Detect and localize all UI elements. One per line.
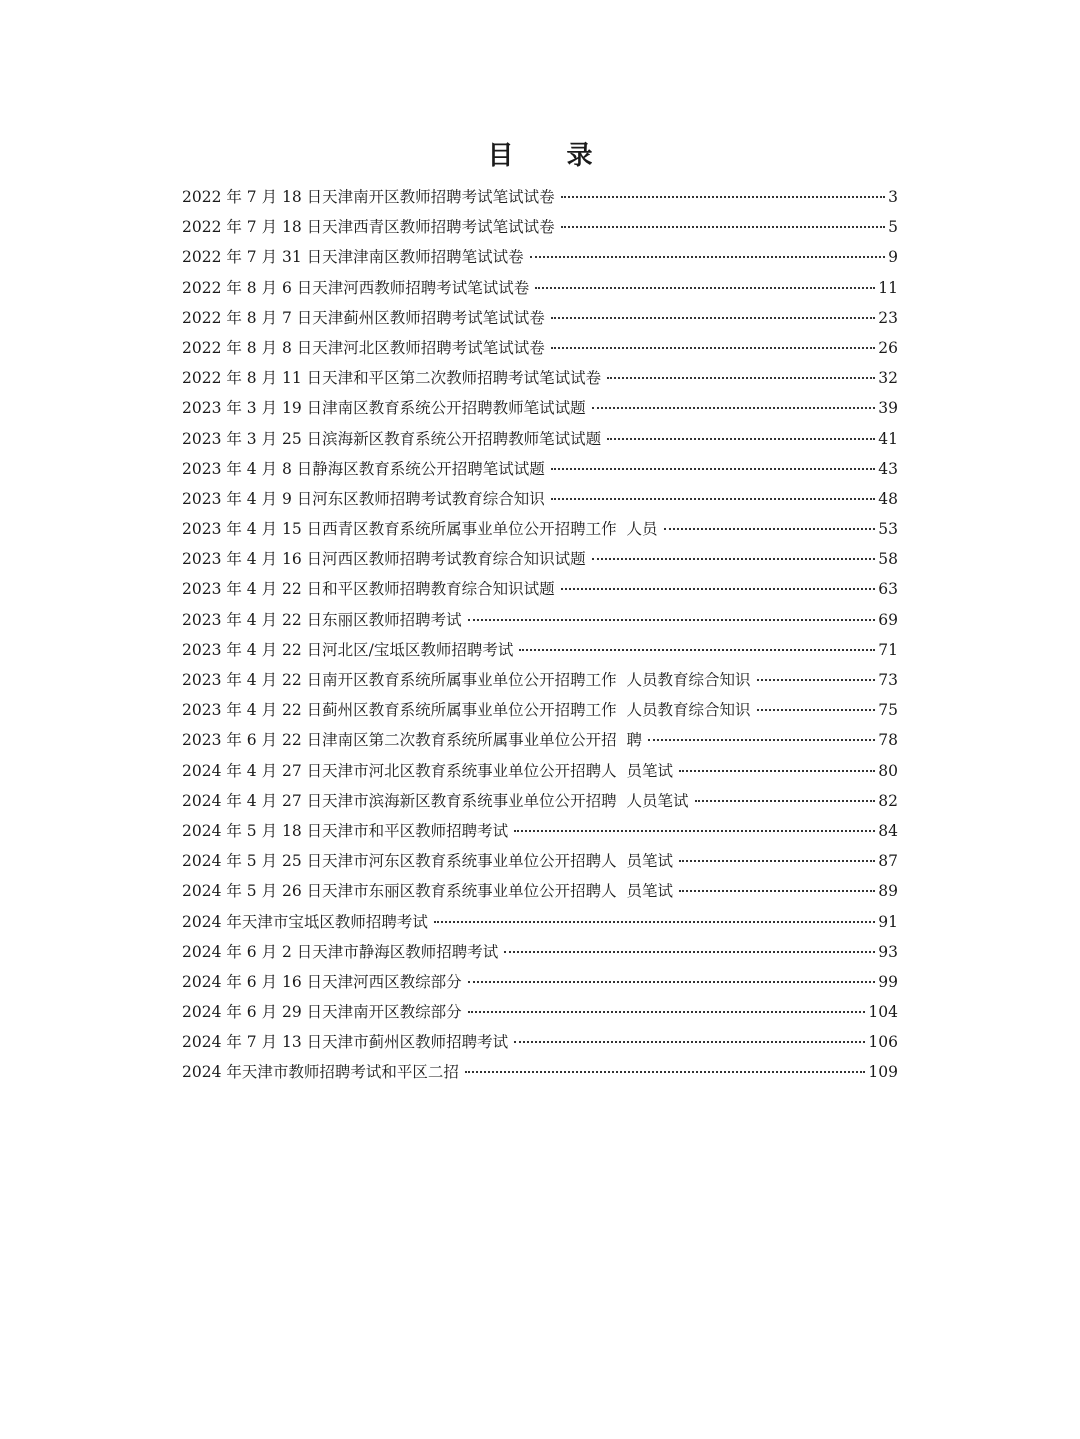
- toc-title: 目 录: [487, 141, 615, 171]
- toc-leader-dots: [551, 468, 875, 470]
- toc-leader-dots: [607, 438, 875, 440]
- toc-entry[interactable]: [182, 907, 898, 937]
- toc-leader-dots: [695, 800, 876, 802]
- toc-page-number: 5: [888, 218, 898, 237]
- toc-entry-text: 2023 年 4 月 16 日河西区教师招聘考试教育综合知识试题: [182, 550, 586, 569]
- toc-entry-text: 2022 年 8 月 8 日天津河北区教师招聘考试笔试试卷: [182, 338, 545, 357]
- toc-page-number: 89: [878, 882, 898, 901]
- toc-entry-text: 2023 年 4 月 22 日河北区/宝坻区教师招聘考试: [182, 640, 514, 659]
- toc-entry[interactable]: [182, 997, 898, 1027]
- toc-page-number: 91: [878, 912, 898, 931]
- toc-leader-dots: [561, 196, 885, 198]
- toc-leader-dots: [468, 981, 876, 983]
- toc-entry[interactable]: [182, 273, 898, 303]
- toc-entry[interactable]: [182, 786, 898, 816]
- toc-leader-dots: [434, 921, 875, 923]
- toc-leader-dots: [592, 407, 876, 409]
- toc-entry[interactable]: [182, 605, 898, 635]
- toc-entry-text: 2023 年 3 月 19 日津南区教育系统公开招聘教师笔试试题: [182, 399, 586, 418]
- toc-entry-text: 2022 年 7 月 31 日天津津南区教师招聘笔试试卷: [182, 248, 524, 267]
- toc-page-number: 43: [878, 459, 898, 478]
- toc-leader-dots: [592, 558, 876, 560]
- toc-leader-dots: [757, 679, 876, 681]
- toc-leader-dots: [648, 739, 875, 741]
- toc-leader-dots: [468, 1011, 866, 1013]
- toc-entry-text: 2022 年 8 月 6 日天津河西教师招聘考试笔试试卷: [182, 278, 530, 297]
- toc-entry-text: 2024 年 5 月 25 日天津市河东区教育系统事业单位公开招聘人 员笔试: [182, 852, 674, 871]
- toc-entry-text: 2024 年天津市教师招聘考试和平区二招: [182, 1063, 459, 1082]
- toc-entry[interactable]: [182, 182, 898, 212]
- toc-leader-dots: [519, 649, 875, 651]
- toc-entry[interactable]: [182, 725, 898, 755]
- toc-entry-text: 2024 年 6 月 29 日天津南开区教综部分: [182, 1003, 462, 1022]
- toc-leader-dots: [514, 830, 875, 832]
- toc-page-number: 104: [868, 1003, 898, 1022]
- toc-page-number: 99: [878, 972, 898, 991]
- toc-leader-dots: [530, 256, 885, 258]
- toc-entry[interactable]: [182, 816, 898, 846]
- toc-page-number: 41: [878, 429, 898, 448]
- toc-page-number: 106: [868, 1033, 898, 1052]
- toc-entry-text: 2023 年 4 月 9 日河东区教师招聘考试教育综合知识: [182, 489, 545, 508]
- toc-entry-text: 2022 年 8 月 11 日天津和平区第二次教师招聘考试笔试试卷: [182, 369, 602, 388]
- toc-entry[interactable]: [182, 937, 898, 967]
- toc-list: [182, 182, 898, 1088]
- toc-entry-text: 2023 年 4 月 22 日东丽区教师招聘考试: [182, 610, 462, 629]
- toc-entry-text: 2022 年 7 月 18 日天津南开区教师招聘考试笔试试卷: [182, 188, 555, 206]
- toc-entry-text: 2023 年 4 月 22 日蓟州区教育系统所属事业单位公开招聘工作 人员教育综合知识: [182, 701, 751, 720]
- toc-entry-text: 2022 年 8 月 7 日天津蓟州区教师招聘考试笔试试卷: [182, 308, 545, 327]
- toc-entry-text: 2024 年 6 月 16 日天津河西区教综部分: [182, 972, 462, 991]
- toc-page-number: 11: [878, 278, 898, 297]
- toc-page-number: 109: [868, 1063, 898, 1082]
- toc-entry-text: 2023 年 4 月 8 日静海区教育系统公开招聘笔试试题: [182, 459, 545, 478]
- toc-entry[interactable]: [182, 876, 898, 906]
- toc-leader-dots: [504, 951, 875, 953]
- toc-page-number: 69: [878, 610, 898, 629]
- toc-leader-dots: [465, 1071, 866, 1073]
- toc-entry-text: 2024 年 4 月 27 日天津市滨海新区教育系统事业单位公开招聘 人员笔试: [182, 791, 689, 810]
- toc-page-number: 26: [878, 338, 898, 357]
- toc-page-number: 3: [888, 188, 898, 206]
- toc-page-number: 82: [878, 791, 898, 810]
- toc-leader-dots: [757, 709, 876, 711]
- toc-entry[interactable]: [182, 303, 898, 333]
- toc-entry-text: 2024 年 5 月 26 日天津市东丽区教育系统事业单位公开招聘人 员笔试: [182, 882, 674, 901]
- toc-leader-dots: [468, 619, 876, 621]
- toc-entry[interactable]: [182, 424, 898, 454]
- toc-page-number: 58: [878, 550, 898, 569]
- toc-entry-text: 2023 年 4 月 22 日和平区教师招聘教育综合知识试题: [182, 580, 555, 599]
- toc-leader-dots: [514, 1041, 865, 1043]
- toc-page-number: 48: [878, 489, 898, 508]
- toc-leader-dots: [664, 528, 876, 530]
- toc-entry-text: 2023 年 4 月 22 日南开区教育系统所属事业单位公开招聘工作 人员教育综合知识: [182, 671, 751, 689]
- toc-entry-text: 2023 年 3 月 25 日滨海新区教育系统公开招聘教师笔试试题: [182, 429, 602, 448]
- toc-leader-dots: [679, 770, 875, 772]
- toc-page-number: 75: [878, 701, 898, 720]
- toc-leader-dots: [607, 377, 875, 379]
- toc-entry-text: 2022 年 7 月 18 日天津西青区教师招聘考试笔试试卷: [182, 218, 555, 237]
- toc-entry[interactable]: [182, 635, 898, 665]
- toc-entry-text: 2024 年 7 月 13 日天津市蓟州区教师招聘考试: [182, 1033, 509, 1052]
- toc-leader-dots: [679, 860, 875, 862]
- toc-page-number: 93: [878, 942, 898, 961]
- toc-page-number: 9: [888, 248, 898, 267]
- toc-leader-dots: [535, 287, 875, 289]
- toc-entry[interactable]: [182, 574, 898, 604]
- toc-page-number: 53: [878, 520, 898, 539]
- toc-entry[interactable]: [182, 665, 898, 695]
- toc-page-number: 87: [878, 852, 898, 871]
- toc-entry-text: 2023 年 6 月 22 日津南区第二次教育系统所属事业单位公开招 聘: [182, 731, 643, 750]
- toc-page-number: 78: [878, 731, 898, 750]
- toc-entry[interactable]: [182, 544, 898, 574]
- toc-page-number: 63: [878, 580, 898, 599]
- toc-leader-dots: [551, 498, 875, 500]
- toc-page-number: 23: [878, 308, 898, 327]
- toc-leader-dots: [561, 588, 876, 590]
- toc-page-number: 73: [878, 671, 898, 689]
- toc-entry-text: 2024 年 5 月 18 日天津市和平区教师招聘考试: [182, 821, 509, 840]
- toc-entry-text: 2024 年天津市宝坻区教师招聘考试: [182, 912, 428, 931]
- toc-page-number: 71: [878, 640, 898, 659]
- toc-entry[interactable]: [182, 756, 898, 786]
- toc-page-number: 39: [878, 399, 898, 418]
- toc-entry[interactable]: [182, 363, 898, 393]
- toc-leader-dots: [679, 890, 875, 892]
- toc-entry[interactable]: [182, 695, 898, 725]
- toc-page-number: 32: [878, 369, 898, 388]
- toc-entry[interactable]: [182, 1027, 898, 1057]
- toc-entry[interactable]: [182, 514, 898, 544]
- toc-entry[interactable]: [182, 333, 898, 363]
- toc-entry[interactable]: [182, 484, 898, 514]
- toc-entry[interactable]: [182, 393, 898, 423]
- toc-page-number: 80: [878, 761, 898, 780]
- toc-page-number: 84: [878, 821, 898, 840]
- toc-leader-dots: [561, 226, 885, 228]
- toc-entry-text: 2024 年 4 月 27 日天津市河北区教育系统事业单位公开招聘人 员笔试: [182, 761, 674, 780]
- toc-entry-text: 2023 年 4 月 15 日西青区教育系统所属事业单位公开招聘工作 人员: [182, 520, 658, 539]
- toc-entry-text: 2024 年 6 月 2 日天津市静海区教师招聘考试: [182, 942, 499, 961]
- toc-entry[interactable]: [182, 846, 898, 876]
- toc-entry[interactable]: [182, 242, 898, 272]
- toc-leader-dots: [551, 347, 875, 349]
- toc-entry[interactable]: [182, 212, 898, 242]
- toc-entry[interactable]: [182, 967, 898, 997]
- toc-entry[interactable]: [182, 1057, 898, 1087]
- toc-entry[interactable]: [182, 454, 898, 484]
- toc-leader-dots: [551, 317, 875, 319]
